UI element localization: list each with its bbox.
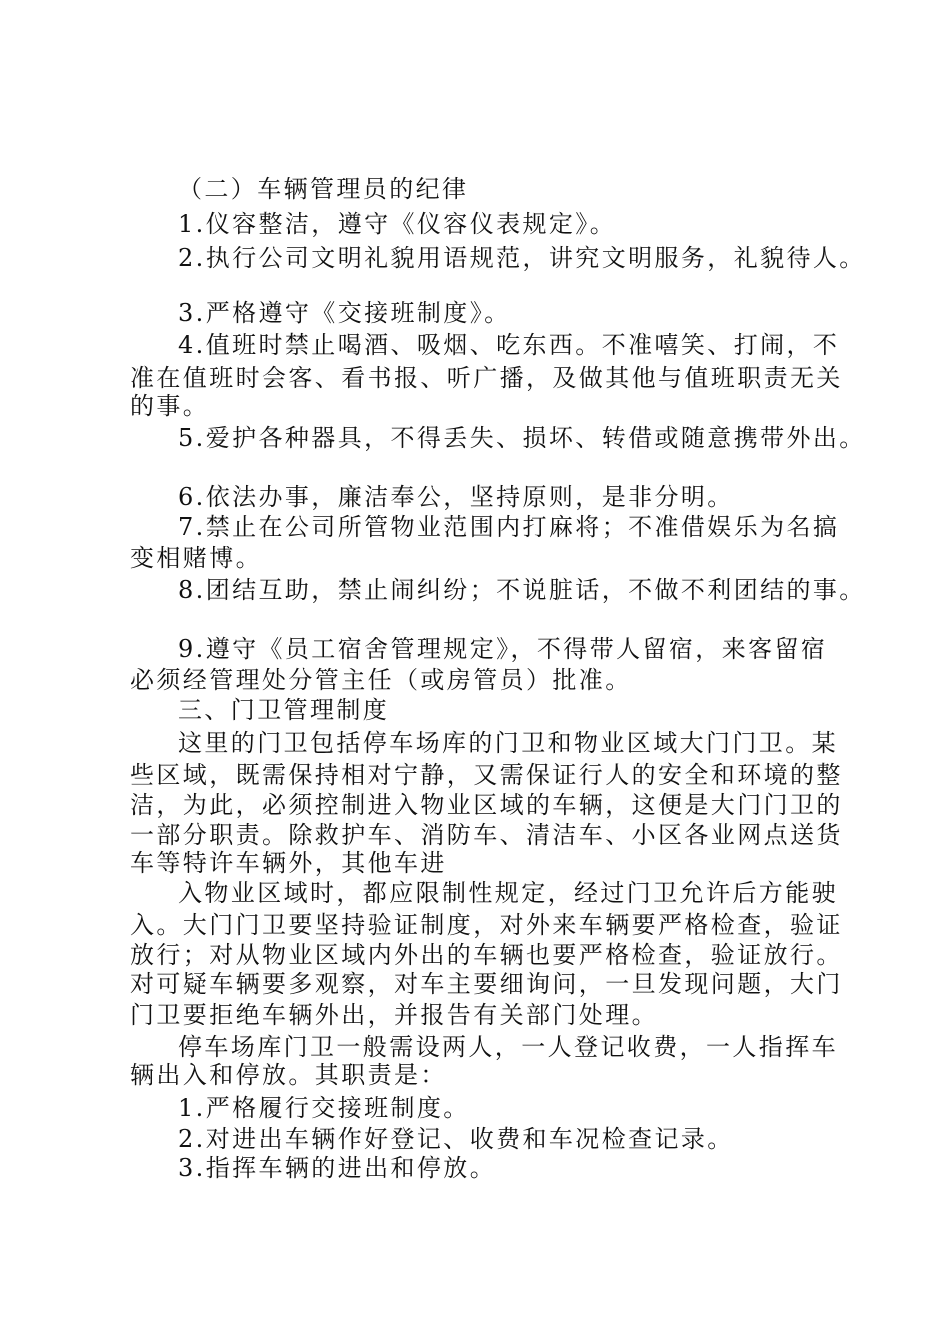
text-line: 2.对进出车辆作好登记、收费和车况检查记录。 [178,1125,734,1153]
section-heading: 三、门卫管理制度 [178,696,390,724]
text-line: 这里的门卫包括停车场库的门卫和物业区域大门门卫。某 [178,729,838,757]
subsection-heading: （二）车辆管理员的纪律 [178,175,469,203]
text-line: 7.禁止在公司所管物业范围内打麻将；不准借娱乐为名搞 [178,513,840,541]
text-line: 辆出入和停放。其职责是： [130,1061,447,1089]
text-line: 洁，为此，必须控制进入物业区域的车辆，这便是大门门卫的 [130,791,843,819]
text-line: 些区域，既需保持相对宁静，又需保证行人的安全和环境的整 [130,761,843,789]
text-line: 对可疑车辆要多观察，对车主要细询问，一旦发现问题，大门 [130,970,843,998]
text-line: 1.仪容整洁，遵守《仪容仪表规定》。 [178,210,617,238]
text-line: 入。大门门卫要坚持验证制度，对外来车辆要严格检查，验证 [130,911,843,939]
text-line: 9.遵守《员工宿舍管理规定》，不得带人留宿，来客留宿 [178,635,828,663]
text-line: 4.值班时禁止喝酒、吸烟、吃东西。不准嘻笑、打闹，不 [178,331,840,359]
text-line: 车等特许车辆外，其他车进 [130,849,447,877]
text-line: 一部分职责。除救护车、消防车、清洁车、小区各业网点送货 [130,821,843,849]
text-line: 3.严格遵守《交接班制度》。 [178,299,511,327]
text-line: 放行；对从物业区域内外出的车辆也要严格检查，验证放行。 [130,941,843,969]
text-line: 2.执行公司文明礼貌用语规范，讲究文明服务，礼貌待人。 [178,244,866,272]
text-line: 3.指挥车辆的进出和停放。 [178,1154,497,1182]
text-line: 停车场库门卫一般需设两人，一人登记收费，一人指挥车 [178,1033,838,1061]
text-line: 的事。 [130,392,210,420]
text-line: 门卫要拒绝车辆外出，并报告有关部门处理。 [130,1001,658,1029]
text-line: 变相赌博。 [130,544,262,572]
text-line: 准在值班时会客、看书报、听广播，及做其他与值班职责无关 [130,364,843,392]
text-line: 6.依法办事，廉洁奉公，坚持原则，是非分明。 [178,483,734,511]
text-line: 8.团结互助，禁止闹纠纷；不说脏话，不做不利团结的事。 [178,576,866,604]
text-line: 必须经管理处分管主任（或房管员）批准。 [130,666,632,694]
text-line: 5.爱护各种器具，不得丢失、损坏、转借或随意携带外出。 [178,424,866,452]
text-line: 1.严格履行交接班制度。 [178,1094,470,1122]
text-line: 入物业区域时，都应限制性规定，经过门卫允许后方能驶 [178,879,838,907]
